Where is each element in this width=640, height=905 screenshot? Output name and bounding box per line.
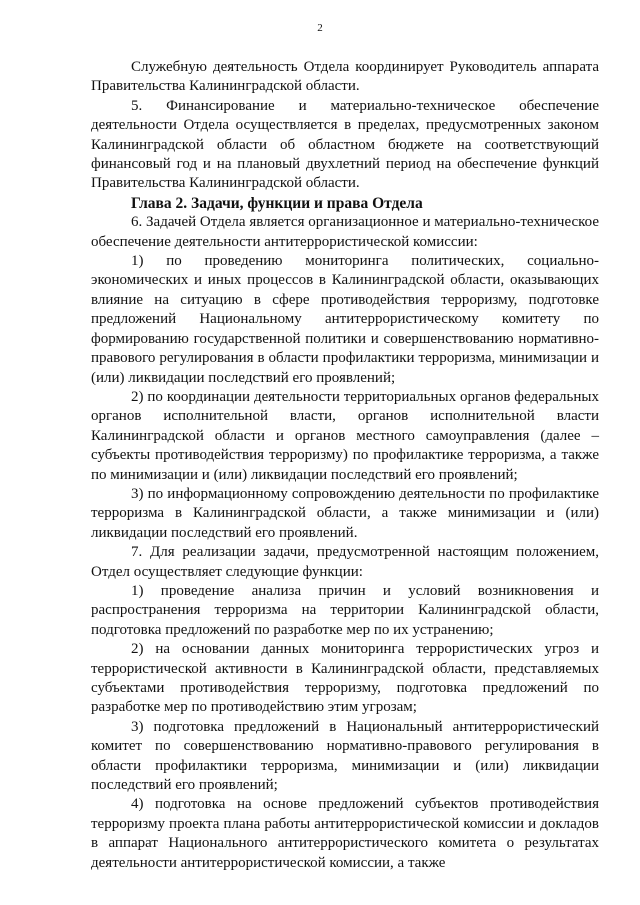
list-item-function-2: 2) на основании данных мониторинга террористических угроз и террористической активности в Калининградской области, представляемых субъектами противодействия терроризму, подготовка предложений по разработке мер по противодействию этим угрозам; — [91, 641, 599, 716]
list-item-task-2: 2) по координации деятельности территориальных органов федеральных органов исполнительной власти, органов исполнительной власти Калининградской области и органов местного самоуправления (далее – субъекты противодействия терроризму) по профилактике терроризма, а также по минимизации и (или) ликвидации последствий его проявлений; — [91, 388, 599, 483]
list-item-task-1: 1) по проведению мониторинга политических, социально-экономических и иных процессов в Калининградской области, оказывающих влияние на ситуацию в сфере противодействия терроризму, подготовке предложений Национальному антитеррористическому комитету по формированию государственной политики и совершенствованию нормативно-правового регулирования в области профилактики терроризма, минимизации и (или) ликвидации последствий его проявлений; — [91, 253, 599, 386]
list-item-function-3: 3) подготовка предложений в Национальный антитеррористический комитет по совершенствованию нормативно-правового регулирования в области профилактики терроризма, минимизации и (или) ликвидации последствий его проявлений; — [91, 718, 599, 794]
paragraph-financing: 5. Финансирование и материально-техническое обеспечение деятельности Отдела осуществляется в пределах, предусмотренных законом Калининградской области об областном бюджете на соответствующий финансовый год и на плановый двухлетний период на обеспечение функций Правительства Калининградской области. — [91, 97, 599, 192]
paragraph-coordination: Служебную деятельность Отдела координирует Руководитель аппарата Правительства Калининградской области. — [91, 59, 599, 95]
list-item-task-3: 3) по информационному сопровождению деятельности по профилактике терроризма в Калининградской области, а также минимизации и (или) ликвидации последствий его проявлений. — [91, 485, 599, 541]
list-item-function-4: 4) подготовка на основе предложений субъектов противодействия терроризму проекта плана работы антитеррористической комиссии и докладов в аппарат Национального антитеррористического комитета о результатах деятельности антитеррористической комиссии, а также — [91, 796, 599, 871]
paragraph-functions: 7. Для реализации задачи, предусмотренной настоящим положением, Отдел осуществляет следующие функции: — [91, 544, 599, 580]
chapter-heading: Глава 2. Задачи, функции и права Отдела — [131, 194, 423, 212]
document-body — [91, 58, 599, 873]
list-item-function-1: 1) проведение анализа причин и условий возникновения и распространения терроризма на территории Калининградской области, подготовка предложений по разработке мер по их устранению; — [91, 582, 599, 638]
paragraph-task: 6. Задачей Отдела является организационное и материально-техническое обеспечение деятельности антитеррористической комиссии: — [91, 214, 599, 250]
page-number: 2 — [317, 22, 323, 34]
